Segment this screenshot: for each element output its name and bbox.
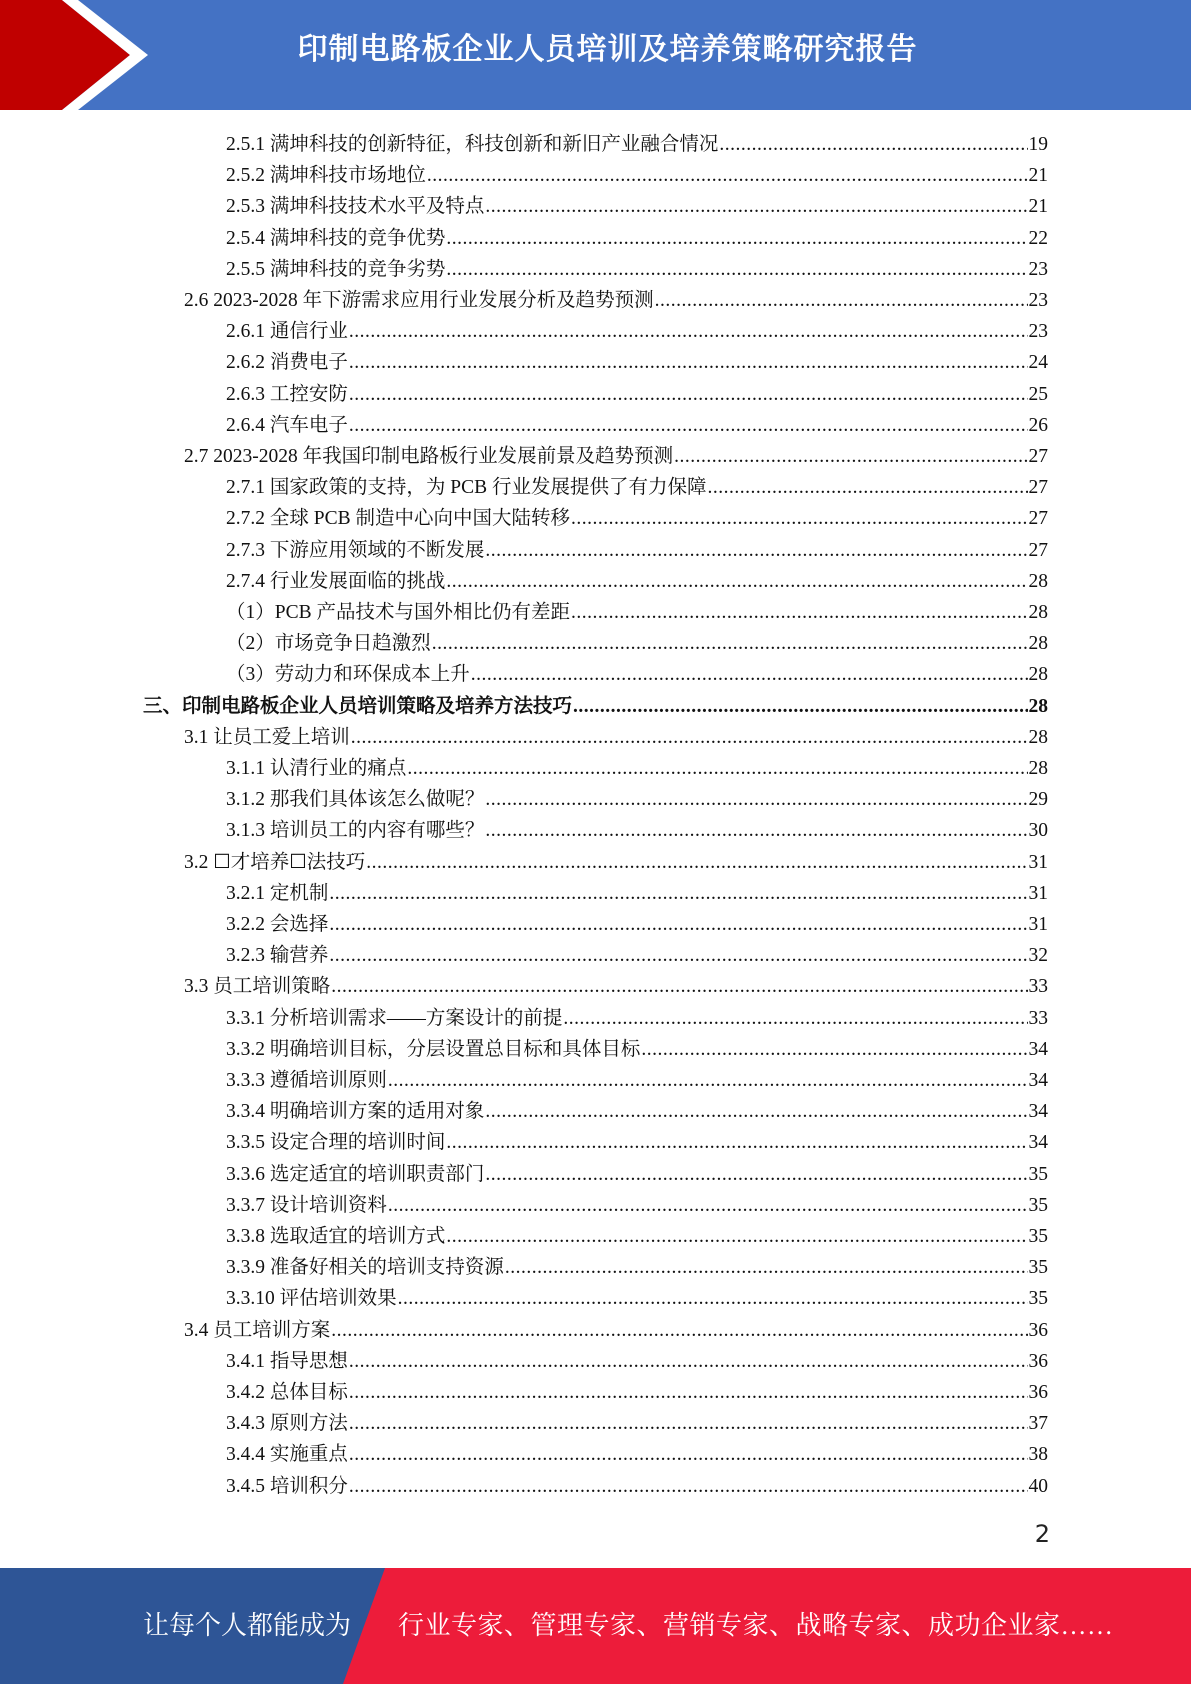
- toc-entry-page: 36: [1028, 1382, 1048, 1403]
- toc-entry[interactable]: [226, 377, 1048, 408]
- toc-entry-page: 28: [1028, 758, 1048, 779]
- toc-entry[interactable]: [226, 345, 1048, 376]
- toc-entry-page: 30: [1028, 820, 1048, 842]
- toc-entry-title: 3.3.6 选定适宜的培训职责部门: [226, 1163, 485, 1185]
- toc-entry[interactable]: [226, 1406, 1048, 1437]
- toc-entry[interactable]: [184, 439, 1048, 470]
- toc-entry[interactable]: [226, 1250, 1048, 1281]
- toc-entry-title: 2.6.1 通信行业: [226, 321, 348, 343]
- toc-entry-title: 2.5.5 满坤科技的竞争劣势: [226, 258, 446, 280]
- toc-leader-dots: [331, 1318, 1027, 1344]
- toc-entry-page: 19: [1028, 134, 1048, 155]
- toc-entry[interactable]: [226, 657, 1048, 688]
- toc-entry-page: 24: [1028, 352, 1048, 374]
- toc-entry-title: （3）劳动力和环保成本上升: [226, 664, 470, 686]
- toc-entry-title: 3.4.2 总体目标: [226, 1382, 348, 1403]
- toc-leader-dots: [485, 1162, 1027, 1188]
- toc-entry-title: 3.3.5 设定合理的培训时间: [226, 1132, 446, 1154]
- toc-leader-dots: [349, 319, 1028, 345]
- toc-leader-dots: [388, 1193, 1028, 1219]
- toc-entry-title: 3.3.10 评估培训效果: [226, 1288, 397, 1310]
- toc-entry[interactable]: [226, 189, 1048, 220]
- toc-entry-title: 2.6.3 工控安防: [226, 383, 348, 405]
- toc-entry-page: 21: [1028, 165, 1048, 187]
- toc-entry-page: 31: [1028, 914, 1048, 935]
- toc-entry[interactable]: [226, 158, 1048, 189]
- toc-leader-dots: [446, 569, 1027, 595]
- toc-entry[interactable]: [226, 876, 1048, 907]
- toc-leader-dots: [571, 600, 1028, 626]
- toc-entry-page: 28: [1028, 570, 1048, 592]
- toc-leader-dots: [446, 257, 1027, 283]
- toc-leader-dots: [485, 787, 1027, 813]
- toc-entry-page: 34: [1028, 1132, 1048, 1154]
- toc-entry-page: 31: [1028, 882, 1048, 904]
- toc-entry-page: 27: [1028, 477, 1048, 499]
- toc-entry-page: 27: [1028, 508, 1048, 530]
- toc-entry-page: 34: [1028, 1101, 1048, 1123]
- toc-leader-dots: [432, 631, 1028, 657]
- toc-leader-dots: [446, 1130, 1027, 1156]
- toc-entry-title: 2.6.4 汽车电子: [226, 414, 348, 436]
- toc-leader-dots: [329, 881, 1027, 907]
- page-number: 2: [1034, 1520, 1050, 1548]
- toc-entry-title: 3.1 让员工爱上培训: [184, 726, 350, 748]
- toc-entry-title: 3.3.7 设计培训资料: [226, 1194, 387, 1216]
- toc-entry-page: 29: [1028, 789, 1048, 811]
- toc-leader-dots: [485, 194, 1027, 220]
- toc-entry[interactable]: [226, 564, 1048, 595]
- toc-leader-dots: [446, 1224, 1027, 1250]
- toc-entry-page: 26: [1028, 414, 1048, 436]
- toc-entry-page: 32: [1028, 945, 1048, 967]
- toc-leader-dots: [349, 413, 1028, 439]
- toc-entry-title: 3.1.2 那我们具体该怎么做呢？: [226, 789, 485, 811]
- toc-leader-dots: [388, 1068, 1028, 1094]
- toc-entry[interactable]: [226, 813, 1048, 844]
- toc-entry[interactable]: [226, 127, 1048, 158]
- toc-entry-title: 3.3.1 分析培训需求——方案设计的前提: [226, 1007, 563, 1029]
- toc-entry-title: 3.4.1 指导思想: [226, 1350, 348, 1372]
- toc-entry-page: 31: [1028, 851, 1048, 873]
- toc-entry-title: （1）PCB 产品技术与国外相比仍有差距: [226, 602, 570, 623]
- toc-entry-page: 23: [1028, 290, 1048, 311]
- toc-entry-title: 3.3.8 选取适宜的培训方式: [226, 1226, 446, 1247]
- toc-leader-dots: [641, 1037, 1027, 1063]
- toc-entry-title: 2.5.3 满坤科技技术水平及特点: [226, 196, 485, 218]
- toc-entry-title: 2.5.2 满坤科技市场地位: [226, 165, 426, 187]
- toc-leader-dots: [351, 725, 1028, 751]
- toc-leader-dots: [707, 475, 1027, 501]
- toc-leader-dots: [398, 1286, 1028, 1312]
- toc-entry-page: 38: [1028, 1444, 1048, 1466]
- toc-leader-dots: [349, 382, 1028, 408]
- footer-slogan-left: 让每个人都能成为: [143, 1611, 352, 1640]
- toc-entry-title: 3.2 ☐才培养☐法技巧: [184, 851, 366, 873]
- toc-entry[interactable]: [184, 845, 1048, 876]
- toc-leader-dots: [485, 1099, 1027, 1125]
- toc-entry-title: 3.2.2 会选择: [226, 914, 329, 935]
- toc-entry[interactable]: [143, 689, 1048, 720]
- toc-entry-page: 23: [1028, 321, 1048, 343]
- toc-entry[interactable]: [184, 720, 1048, 751]
- toc-entry-title: 3.3.9 准备好相关的培训支持资源: [226, 1257, 504, 1279]
- toc-entry-title: 3.3.2 明确培训目标，分层设置总目标和具体目标: [226, 1038, 641, 1060]
- toc-entry[interactable]: [226, 938, 1048, 969]
- toc-leader-dots: [407, 756, 1027, 782]
- toc-entry[interactable]: [226, 751, 1048, 782]
- toc-entry[interactable]: [226, 1001, 1048, 1032]
- toc-entry[interactable]: [226, 907, 1048, 938]
- toc-entry-title: 3.3 员工培训策略: [184, 976, 331, 998]
- toc-entry-title: 2.7 2023-2028 年我国印制电路板行业发展前景及趋势预测: [184, 446, 674, 467]
- toc-entry-page: 37: [1028, 1413, 1048, 1435]
- toc-entry[interactable]: [184, 1313, 1048, 1344]
- toc-entry-title: 3.3.4 明确培训方案的适用对象: [226, 1101, 485, 1123]
- toc-entry[interactable]: [226, 1032, 1048, 1063]
- toc-entry-title: 2.7.4 行业发展面临的挑战: [226, 570, 446, 592]
- toc-entry[interactable]: [226, 252, 1048, 283]
- toc-entry-page: 25: [1028, 383, 1048, 405]
- toc-entry-page: 28: [1028, 664, 1048, 686]
- toc-entry-page: 27: [1028, 539, 1048, 561]
- toc-leader-dots: [674, 444, 1027, 470]
- toc-entry[interactable]: [226, 1094, 1048, 1125]
- toc-entry[interactable]: [226, 221, 1048, 252]
- toc-leader-dots: [563, 1006, 1027, 1032]
- toc-entry-page: 27: [1028, 446, 1048, 467]
- toc-entry[interactable]: [226, 1063, 1048, 1094]
- toc-entry[interactable]: [226, 533, 1048, 564]
- toc-entry-title: 2.5.4 满坤科技的竞争优势: [226, 227, 446, 249]
- toc-entry-title: 3.4.5 培训积分: [226, 1475, 348, 1497]
- toc-leader-dots: [427, 163, 1028, 189]
- toc-entry-page: 33: [1028, 976, 1048, 998]
- toc-entry-title: 2.5.1 满坤科技的创新特征，科技创新和新旧产业融合情况: [226, 134, 719, 155]
- toc-leader-dots: [349, 1380, 1028, 1406]
- toc-entry-page: 35: [1028, 1226, 1048, 1247]
- toc-entry[interactable]: [226, 782, 1048, 813]
- toc-entry-page: 35: [1028, 1163, 1048, 1185]
- toc-leader-dots: [349, 1442, 1028, 1468]
- toc-entry[interactable]: [226, 1157, 1048, 1188]
- toc-entry[interactable]: [226, 1437, 1048, 1468]
- toc-entry-page: 28: [1028, 633, 1048, 655]
- toc-entry[interactable]: [226, 1125, 1048, 1156]
- toc-entry[interactable]: [226, 626, 1048, 657]
- toc-leader-dots: [446, 226, 1027, 252]
- toc-entry-title: 2.7.3 下游应用领域的不断发展: [226, 539, 485, 561]
- toc-leader-dots: [571, 506, 1028, 532]
- toc-leader-dots: [366, 850, 1027, 876]
- toc-entry-title: 3.2.1 定机制: [226, 882, 329, 904]
- toc-entry[interactable]: [184, 969, 1048, 1000]
- page-header: [0, 0, 1191, 110]
- toc-entry-page: 34: [1028, 1070, 1048, 1091]
- toc-entry[interactable]: [226, 1375, 1048, 1406]
- toc-leader-dots: [329, 943, 1027, 969]
- toc-entry-title: 三、印制电路板企业人员培训策略及培养方法技巧: [143, 695, 573, 717]
- toc-entry[interactable]: [226, 595, 1048, 626]
- toc-leader-dots: [719, 132, 1027, 158]
- toc-leader-dots: [349, 1349, 1028, 1375]
- toc-entry-page: 35: [1028, 1288, 1048, 1310]
- toc-leader-dots: [329, 912, 1027, 938]
- toc-entry-page: 28: [1028, 695, 1048, 717]
- toc-entry-title: 2.7.1 国家政策的支持，为 PCB 行业发展提供了有力保障: [226, 477, 707, 499]
- toc-entry[interactable]: [226, 1188, 1048, 1219]
- toc-entry[interactable]: [184, 283, 1048, 314]
- toc-entry-title: 2.7.2 全球 PCB 制造中心向中国大陆转移: [226, 508, 570, 530]
- toc-leader-dots: [331, 974, 1027, 1000]
- toc-leader-dots: [349, 1411, 1028, 1437]
- toc-leader-dots: [485, 818, 1027, 844]
- toc-entry[interactable]: [226, 470, 1048, 501]
- toc-entry-page: 36: [1028, 1319, 1048, 1341]
- report-title: 印制电路板企业人员培训及培养策略研究报告: [297, 32, 918, 67]
- toc-entry-title: 3.4.4 实施重点: [226, 1444, 348, 1466]
- toc-entry[interactable]: [226, 1344, 1048, 1375]
- toc-leader-dots: [573, 694, 1027, 720]
- toc-entry-title: 3.1.3 培训员工的内容有哪些？: [226, 820, 485, 842]
- toc-entry-title: 2.6 2023-2028 年下游需求应用行业发展分析及趋势预测: [184, 290, 654, 311]
- toc-entry-page: 35: [1028, 1257, 1048, 1279]
- toc-entry-page: 35: [1028, 1194, 1048, 1216]
- toc-leader-dots: [349, 350, 1028, 376]
- toc-entry-page: 36: [1028, 1350, 1048, 1372]
- toc-entry-page: 21: [1028, 196, 1048, 218]
- toc-leader-dots: [349, 1474, 1028, 1500]
- toc-entry[interactable]: [226, 1281, 1048, 1312]
- toc-entry-page: 34: [1028, 1038, 1048, 1060]
- toc-entry-page: 22: [1028, 227, 1048, 249]
- toc-leader-dots: [655, 288, 1028, 314]
- toc-entry-title: 3.1.1 认清行业的痛点: [226, 758, 407, 779]
- toc-entry[interactable]: [226, 501, 1048, 532]
- toc-entry-page: 40: [1028, 1475, 1048, 1497]
- toc-entry-title: 3.3.3 遵循培训原则: [226, 1070, 387, 1091]
- toc-leader-dots: [471, 662, 1028, 688]
- toc-entry[interactable]: [226, 314, 1048, 345]
- footer-slogan-right: 行业专家、管理专家、营销专家、战略专家、成功企业家……: [398, 1611, 1114, 1640]
- toc-entry-title: 3.4 员工培训方案: [184, 1319, 331, 1341]
- toc-entry[interactable]: [226, 1469, 1048, 1500]
- toc-entry[interactable]: [226, 1219, 1048, 1250]
- toc-entry[interactable]: [226, 408, 1048, 439]
- toc-entry-title: （2）市场竞争日趋激烈: [226, 633, 431, 655]
- toc-entry-page: 28: [1028, 726, 1048, 748]
- toc-entry-page: 28: [1028, 602, 1048, 623]
- page-footer: [0, 1568, 1191, 1684]
- toc-entry-page: 23: [1028, 258, 1048, 280]
- toc-entry-title: 2.6.2 消费电子: [226, 352, 348, 374]
- toc-leader-dots: [485, 538, 1027, 564]
- toc-entry-title: 3.2.3 输营养: [226, 945, 329, 967]
- toc-entry-title: 3.4.3 原则方法: [226, 1413, 348, 1435]
- toc-leader-dots: [505, 1255, 1028, 1281]
- toc-entry-page: 33: [1028, 1007, 1048, 1029]
